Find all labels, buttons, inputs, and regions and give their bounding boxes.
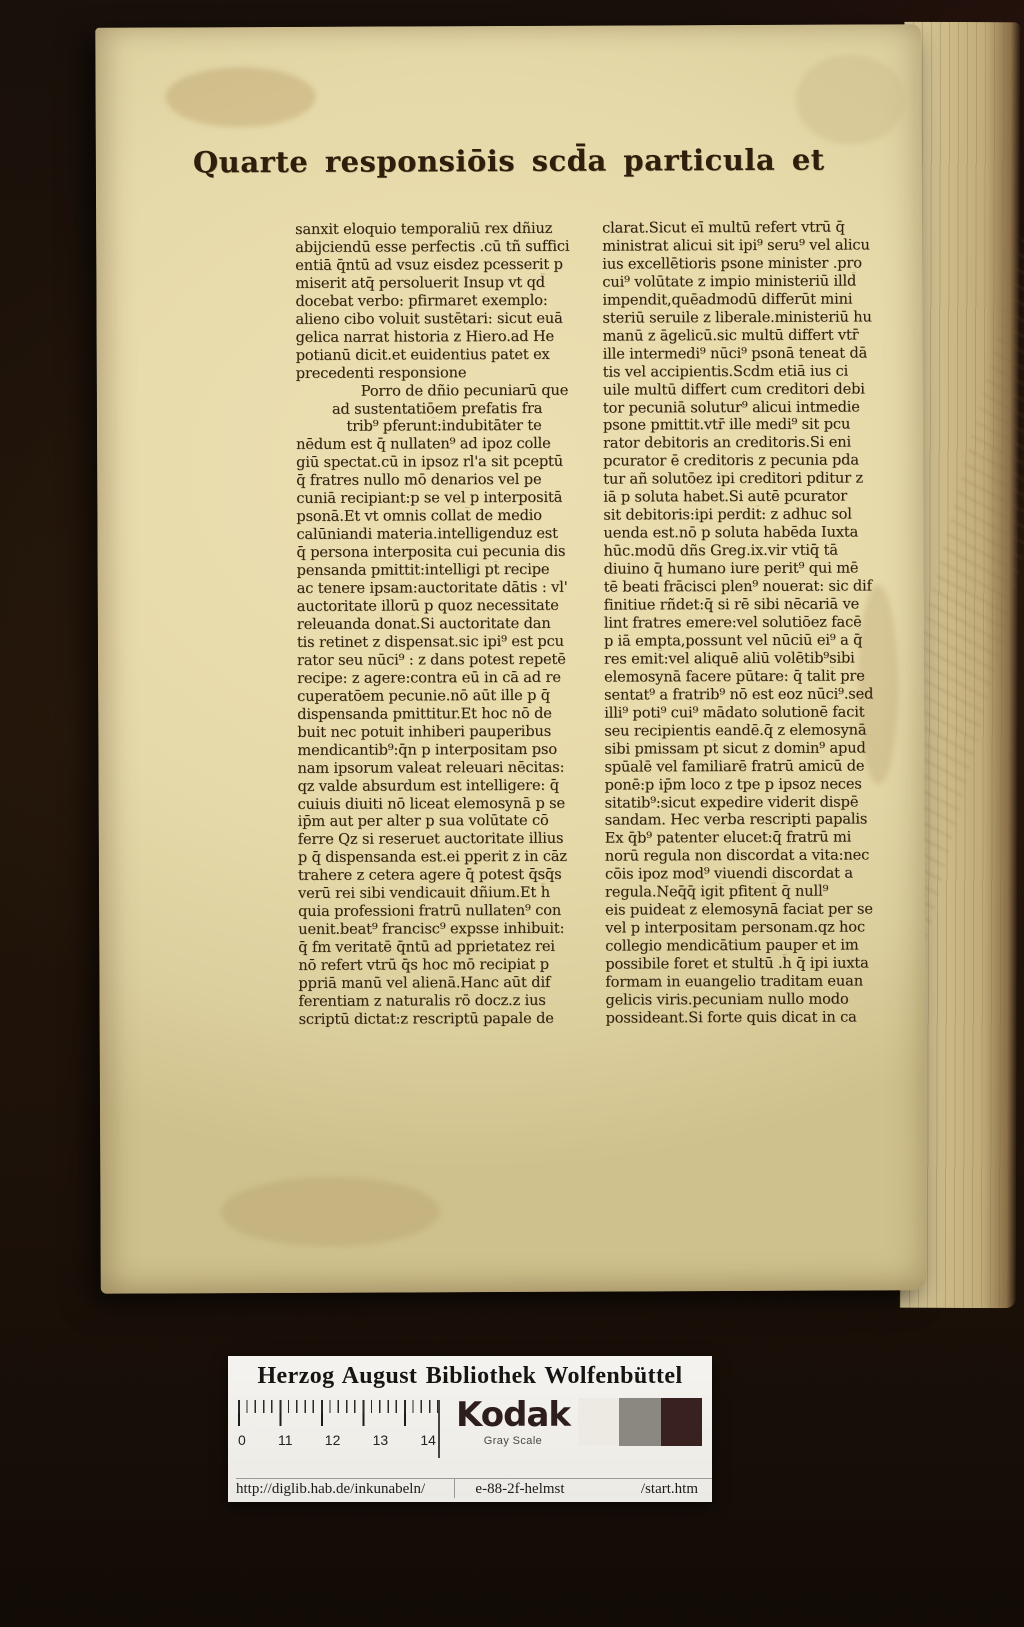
text-line: recipe: z agere:contra eū in cā ad re [297,668,561,687]
text-line: norū regula non discordat a vita:nec [604,846,870,865]
text-line: nō refert vtrū q̄s hoc mō recipiat p [298,955,549,975]
text-line: pcurator ē creditoris z pecunia pda [603,451,859,470]
text-line: 12 [324,1432,341,1448]
text-line: spūalē vel familiarē fratrū amicū de [604,757,865,776]
text-line: 13 [372,1432,389,1448]
text-line: cuniā recipiant:p se vel p interpositā [296,489,563,508]
gray-scale-label: Gray Scale [483,1435,543,1447]
text-line: sandam. Hec verba rescripti papalis [604,810,868,830]
card-url: http://diglib.hab.de/inkunabeln/ [236,1478,454,1498]
text-line: possibile foret et stultū .h̄ q̄ ipi iuxta [605,954,869,973]
text-line: clarat.Sicut eī multū refert vtrū q̄ [602,218,845,237]
text-line: q̄ fm veritatē q̄ntū ad pprietatez rei [298,937,555,957]
text-line: manū z āgelicū.sic multū differt vtr̄ [602,326,859,345]
text-line: 0 [238,1432,246,1448]
card-start-link: /start.htm [585,1478,712,1498]
text-line: mendicantib⁹:q̄n p interpositam pso [297,740,557,759]
page-stain [795,54,905,144]
text-line: ad sustentatiōem prefatis fra [295,399,543,418]
text-line: rator seu nūci⁹ : z dans potest repetē [296,650,566,669]
text-line: p q̄ dispensanda est.ei pperit z in cāz [297,848,567,867]
text-line: sitatib⁹:sicut expedire viderit dispē [604,792,859,812]
text-line: elemosynā facere pūtare: q̄ talit̄ pre [604,667,865,686]
text-line: ppriā manū vel alienā.Hanc aūt dif [298,973,551,992]
text-line: 11 [278,1432,293,1448]
text-line: sentat⁹ a fratrib⁹ nō est eoz nūci⁹.sed [604,685,874,704]
text-line: diuino q̄ humano iure perit⁹ qui mē [603,559,859,578]
text-line: verū rei sibi vendicauit dñium.Et h̄ [297,884,551,903]
text-line: releuanda donat̄.Si auctoritate dan [296,614,551,633]
text-line: nēdum est q̄ nullaten⁹ ad ipoz colle [296,435,551,454]
text-column-right [602,218,898,1027]
text-line: qz valde absurdum est intelligere: q̄ [297,776,559,795]
text-line: tur añ solutōez ipi creditori pditur z [603,469,864,488]
text-line: alieno cibo voluit sustētari: sicut euā [295,309,563,328]
text-line: tis vel accipientis.Scd̄m etiā ius ci [602,362,849,381]
text-line: ille intermedi⁹ nūci⁹ psonā teneat dā [602,344,868,363]
text-line: iā p soluta habet̄.Si autē pcurator [603,487,848,506]
text-line: ministrat alicui sit ipi⁹ seru⁹ vel alicu [602,236,870,255]
text-line: q̄ fratres nullo mō denarios vel pe [296,471,542,490]
text-line: q̄ persona interposita cui pecunia dis [296,542,566,562]
text-line: p iā empta,possunt vel nūciū ei⁹ a q̄ [603,631,863,650]
text-line: cuperatōem pecunie.nō aūt ille p q̄ [297,686,551,705]
text-line: ferentiam z naturalis rō docz.z ius [298,991,546,1010]
library-label-card [228,1356,712,1502]
text-line: ip̄m aut per alter p sua volūtate cō [297,812,549,831]
gray-scale-patches [578,1398,702,1446]
text-line: precedenti responsione [295,363,467,382]
library-name: Herzog August Bibliothek Wolfenbüttel [257,1363,683,1389]
text-line: nam ipsorum valeat releuari nēcitas: [297,758,565,777]
text-line: cui⁹ volūtate z impio ministeriū illd̄ [602,272,857,291]
text-line: miserit atq̄ persoluerit Insup vt qd̄ [295,273,546,292]
text-line: cōis ipoz mod⁹ viuendi discordat a [604,864,853,883]
text-line: res emit̄:vel aliquē aliū volētib⁹sibi [603,649,855,668]
text-line: tor pecuniā solutur⁹ alicui intmedie [602,398,860,417]
text-line: ponē:p ip̄m loco z tpe p ipsoz neces [604,775,862,794]
card-shelfmark: e-88-2f-helmst [454,1478,585,1498]
text-line: vel p interpositam personam.qz hoc [605,918,865,937]
text-line: possideant.Si forte quis dicat in ca [605,1008,857,1027]
text-line: impendit,quēadmodū differūt mini [602,290,853,309]
text-line: uenit.beat⁹ francisc⁹ expsse inhibuit: [298,919,565,939]
text-line: docebat verbo: pfirmaret exemplo: [295,291,548,310]
text-line: auctoritate illorū p quoz necessitate [296,596,559,615]
text-line: Porro de dñio pecuniarū que [295,381,569,400]
ruler [238,1400,440,1458]
text-line: hūc.modū dñs Greg.ix.vir vtiq̄ tā [603,541,838,560]
ruler-ticks [238,1400,438,1426]
text-line: seu recipientis eandē.q̄ z elemosynā [604,721,867,740]
text-line: scriptū dictat:z rescriptū papale de [298,1009,554,1028]
text-line: abijciendū esse perfectis .cū tñ suffici [295,237,570,256]
text-line: psone pmittit.vtr̄ ille medi⁹ sit pcu [602,416,851,435]
gray-patch-mid [619,1398,660,1446]
text-line: uile multū differt cum creditori debi [602,380,865,399]
text-line: ius excellētioris psone minister .pro [602,254,862,273]
text-line: entiā q̄ntū ad vsuz eisdez pcesserit p [295,255,563,274]
text-line: pensanda pmittit̄:intelligi pt̄ recipe [296,560,550,580]
text-line: sanxit eloquio temporaliū rex dñiuz [295,219,553,238]
gray-patch-light [578,1398,619,1446]
text-line: trib⁹ pferunt̄:indubitāter te [295,417,542,436]
text-line: buit nec potuit inhiberi pauperibus [297,722,552,741]
text-line: rator debitoris an creditoris.Si eni [603,433,852,453]
text-line: quia professioni fratrū nullaten⁹ con [298,902,562,921]
text-line: illi⁹ poti⁹ cui⁹ mādato solutionē facit [604,703,865,722]
text-line: uenda est.nō p soluta habēda Iuxta [603,523,859,542]
gray-patch-dark [661,1398,702,1446]
text-line: formam in euangelio traditam euan [605,972,863,991]
text-line: trahere z cetera agere q̄ potest q̄sq̄s [297,866,562,885]
text-line: gelicis viris.pecuniam nullo modo [605,990,849,1009]
text-line: dispensanda pmittitur.Et hoc nō de [297,704,552,723]
text-line: gelica narrat historia z Hiero.ad He [295,327,555,346]
card-middle-row [238,1395,702,1460]
text-line: calūniandi materia.intelligenduz est [296,524,558,544]
book-page [95,24,927,1294]
text-line: eis puideat z elemosynā faciat per se [605,900,873,919]
text-line: ac tenere ipsam:auctoritate dātis : vl' [296,578,568,597]
text-line: tē beati frācisci plen⁹ nouerat: sic dif [603,577,872,596]
text-line: giū spectat.cū in ipsoz rl'a sit pceptū [296,453,564,472]
ruler-numbers [238,1432,438,1448]
page-stain [220,1176,440,1247]
page-stain [165,67,315,128]
text-line: tis retinet z dispensat.sic ipi⁹ est pcu [296,632,564,651]
text-line: ferre Qz si reseruet auctoritate illius [297,830,564,849]
card-bottom-row [228,1478,712,1498]
text-line: potianū dicit.et euidentius patet ex [295,345,550,364]
page-heading: Quarte responsiōis scd̄a particula et [192,142,825,180]
text-line: finitiue rñdet:q̄ si rē sibi nēcariā ve [603,595,860,614]
text-line: regula.Neq̄q̄ igit̄ pfitent̄ q̄ null⁹ [604,882,829,901]
text-line: lint fratres emere:vel solutiōez facē [603,613,862,632]
text-column-left [295,220,591,1029]
text-line: collegio mendicātium pauper et im [605,936,859,955]
kodak-logo: Kodak [456,1395,570,1435]
text-line: cuiuis diuiti nō liceat elemosynā p se [297,794,565,813]
kodak-logo-block [453,1395,573,1447]
text-line: 14 [420,1432,436,1448]
text-line: steriū seruile z liberale.ministeriū hu [602,308,872,327]
text-line: Ex q̄b⁹ patenter elucet:q̄ fratrū mi [604,828,852,847]
text-line: sit debitoris:ipi perdit̄: z adhuc sol [603,505,852,524]
text-line: psonā.Et vt omnis collat̄ de medio [296,507,542,526]
text-line: sibi pmissam pt̄ sicut z domin⁹ apud [604,739,866,758]
